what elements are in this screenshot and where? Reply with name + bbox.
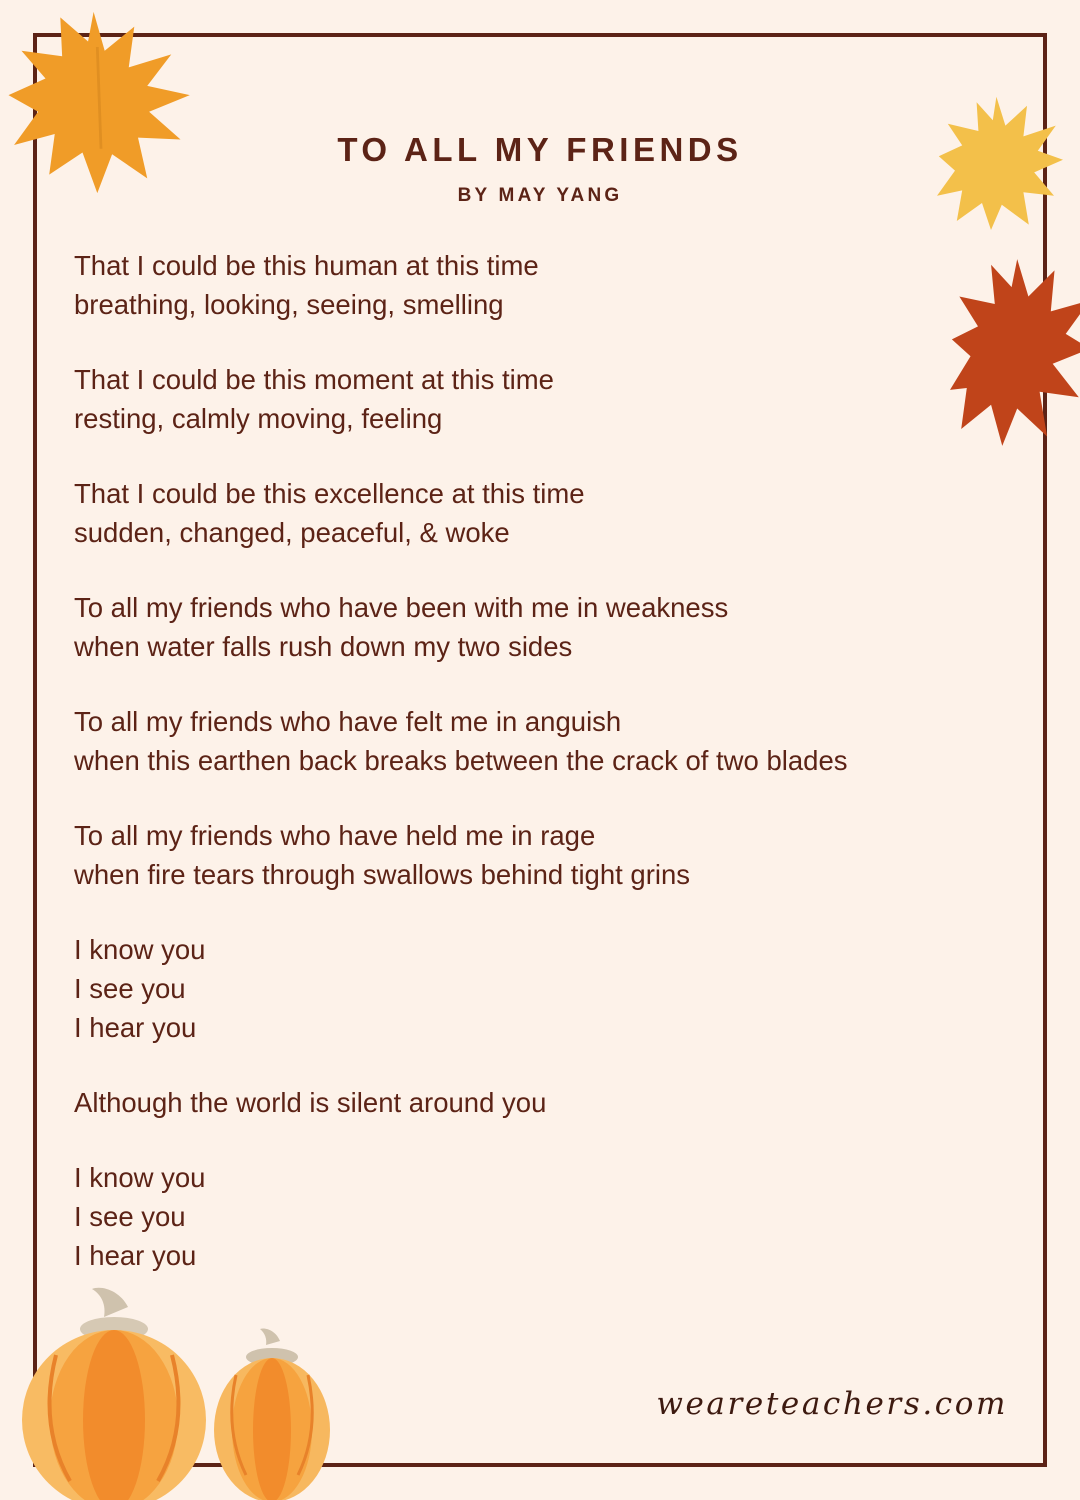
poem-line: resting, calmly moving, feeling [74,403,443,434]
poem-line: I know you [74,934,206,965]
stanza [74,1083,1034,1122]
stanza [74,360,1034,438]
poem-line: when water falls rush down my two sides [74,631,573,662]
poem-line: when fire tears through swallows behind tight grins [74,859,691,890]
poem-line: That I could be this moment at this time [74,364,554,395]
poem-line: To all my friends who have held me in rage [74,820,596,851]
stanza [74,702,1034,780]
poem-line: That I could be this excellence at this time [74,478,585,509]
stanza [74,816,1034,894]
page-title: TO ALL MY FRIENDS [337,131,743,168]
poem-line: when this earthen back breaks between the crack of two blades [74,745,848,776]
poem-line: To all my friends who have felt me in anguish [74,706,622,737]
poem-line: I see you [74,1201,186,1232]
stanza [74,588,1034,666]
poem-line: To all my friends who have been with me in weakness [74,592,729,623]
poem-line: sudden, changed, peaceful, & woke [74,517,510,548]
poem-line: Although the world is silent around you [74,1087,547,1118]
poem-line: I hear you [74,1012,197,1043]
poem-body [74,246,1034,1275]
stanza [74,1158,1034,1275]
poem-line: breathing, looking, seeing, smelling [74,289,504,320]
poem-line: That I could be this human at this time [74,250,539,281]
author-byline: BY MAY YANG [457,185,623,206]
stanza [74,246,1034,324]
poem-line: I see you [74,973,186,1004]
stanza [74,930,1034,1047]
website-credit: weareteachers.com [656,1386,1008,1422]
poem-line: I know you [74,1162,206,1193]
stanza [74,474,1034,552]
poem-line: I hear you [74,1240,197,1271]
